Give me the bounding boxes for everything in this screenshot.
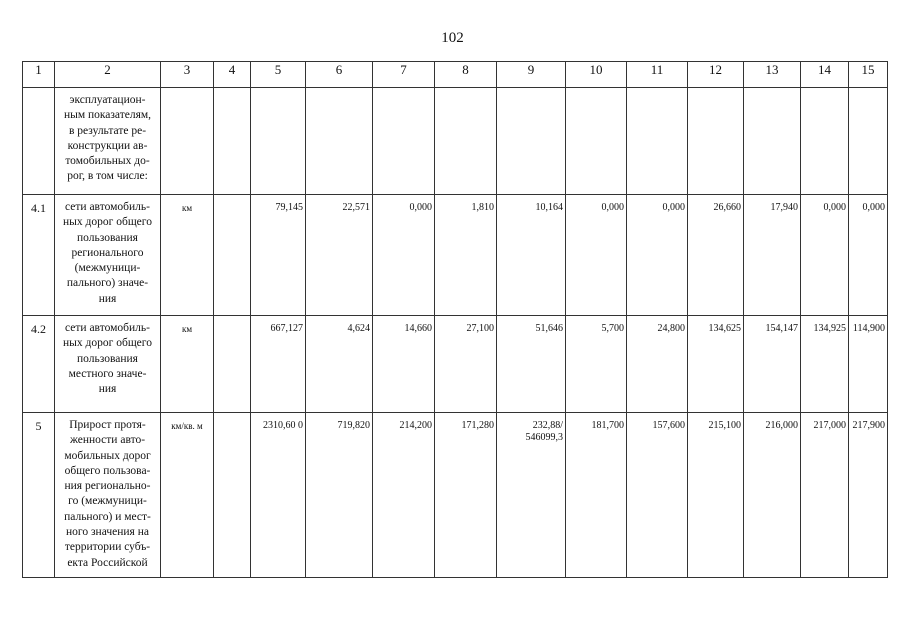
indicator-name-line: екта Российской	[67, 556, 148, 569]
value-cell: 134,925	[801, 316, 849, 413]
value-cell: 14,660	[373, 316, 435, 413]
value-cell: 51,646	[497, 316, 566, 413]
indicator-name-line: ных дорог общего	[63, 216, 152, 229]
header-row	[23, 62, 888, 88]
value-cell: 0,000	[849, 195, 888, 316]
indicator-name-line: рог, в том числе:	[67, 170, 148, 183]
column-header: 13	[744, 62, 801, 88]
column-header: 5	[251, 62, 306, 88]
indicator-name-cell	[55, 316, 161, 413]
indicator-name-cell	[55, 413, 161, 578]
value-cell: 217,000	[801, 413, 849, 578]
column-header: 7	[373, 62, 435, 88]
indicator-name-line: мобильных дорог	[64, 449, 151, 462]
unit-cell: км	[161, 316, 214, 413]
value-cell	[306, 88, 373, 195]
value-cell: 181,700	[566, 413, 627, 578]
value-cell: 4,624	[306, 316, 373, 413]
indicator-name-line: эксплуатацион-	[69, 94, 146, 106]
column-header: 11	[627, 62, 688, 88]
page-number: 102	[441, 30, 464, 46]
value-cell: 134,625	[688, 316, 744, 413]
empty-cell	[214, 88, 251, 195]
column-header: 15	[849, 62, 888, 88]
indicator-name-line: (межмуници-	[74, 262, 141, 275]
empty-cell	[214, 195, 251, 316]
value-cell: 216,000	[744, 413, 801, 578]
column-header: 10	[566, 62, 627, 88]
value-cell: 17,940	[744, 195, 801, 316]
indicator-name-line: ния регионально-	[64, 480, 151, 493]
value-cell: 232,88/ 546099,3	[497, 413, 566, 578]
indicator-name-line: ния	[98, 292, 117, 305]
row-number-cell: 4.2	[23, 316, 55, 413]
table-row	[23, 195, 888, 316]
column-header: 8	[435, 62, 497, 88]
value-cell: 2310,60 0	[251, 413, 306, 578]
value-cell: 27,100	[435, 316, 497, 413]
indicator-name-line: общего пользова-	[64, 464, 151, 477]
indicator-name-line: пального) значе-	[66, 277, 149, 290]
indicator-name-cell	[55, 88, 161, 195]
row-number-cell	[23, 88, 55, 195]
value-cell	[801, 88, 849, 195]
value-cell: 0,000	[801, 195, 849, 316]
indicator-name-line: пользования	[77, 231, 138, 244]
indicator-name-line: ных дорог общего	[63, 337, 152, 350]
indicator-name-line: местного значе-	[68, 367, 147, 380]
empty-cell	[214, 316, 251, 413]
value-cell	[627, 88, 688, 195]
table-row	[23, 316, 888, 413]
value-cell: 10,164	[497, 195, 566, 316]
data-table	[22, 61, 888, 578]
unit-cell: км/кв. м	[161, 413, 214, 578]
column-header: 1	[23, 62, 55, 88]
value-cell	[373, 88, 435, 195]
indicator-name-line: территории субъ-	[64, 541, 151, 554]
value-cell	[497, 88, 566, 195]
indicator-name-line: женности авто-	[69, 434, 146, 447]
value-cell: 24,800	[627, 316, 688, 413]
indicator-name-line: ным показателям,	[63, 109, 152, 122]
value-cell: 719,820	[306, 413, 373, 578]
value-cell	[566, 88, 627, 195]
indicator-name-line: го (межмуници-	[68, 495, 147, 508]
indicator-name-line: ния	[98, 383, 117, 396]
value-cell: 26,660	[688, 195, 744, 316]
column-header: 3	[161, 62, 214, 88]
value-cell	[744, 88, 801, 195]
unit-cell: км	[161, 195, 214, 316]
value-cell: 667,127	[251, 316, 306, 413]
indicator-name-line: томобильных до-	[65, 155, 150, 168]
value-cell: 1,810	[435, 195, 497, 316]
value-cell: 5,700	[566, 316, 627, 413]
column-header: 14	[801, 62, 849, 88]
unit-cell	[161, 88, 214, 195]
indicator-name-line: ного значения на	[66, 526, 149, 539]
value-cell	[251, 88, 306, 195]
value-cell: 215,100	[688, 413, 744, 578]
indicator-name-cell	[55, 195, 161, 316]
value-cell: 154,147	[744, 316, 801, 413]
value-cell: 114,900	[849, 316, 888, 413]
table-row	[23, 413, 888, 578]
column-header: 9	[497, 62, 566, 88]
indicator-name-line: сети автомобиль-	[65, 322, 150, 334]
value-cell: 0,000	[566, 195, 627, 316]
table-row	[23, 88, 888, 195]
indicator-name-line: пользования	[77, 352, 138, 365]
indicator-name-line: пального) и мест-	[64, 510, 151, 523]
value-cell: 214,200	[373, 413, 435, 578]
indicator-name-line: сети автомобиль-	[65, 201, 150, 213]
value-cell: 22,571	[306, 195, 373, 316]
column-header: 12	[688, 62, 744, 88]
row-number-cell: 4.1	[23, 195, 55, 316]
value-cell: 157,600	[627, 413, 688, 578]
column-header: 2	[55, 62, 161, 88]
value-cell: 171,280	[435, 413, 497, 578]
value-cell	[849, 88, 888, 195]
value-cell: 0,000	[627, 195, 688, 316]
value-cell	[435, 88, 497, 195]
value-cell	[688, 88, 744, 195]
column-header: 4	[214, 62, 251, 88]
indicator-name-line: Прирост протя-	[69, 419, 146, 431]
row-number-cell: 5	[23, 413, 55, 578]
indicator-name-line: в результате ре-	[68, 124, 147, 137]
value-cell: 79,145	[251, 195, 306, 316]
empty-cell	[214, 413, 251, 578]
indicator-name-line: конструкции ав-	[67, 139, 148, 152]
value-cell: 217,900	[849, 413, 888, 578]
column-header: 6	[306, 62, 373, 88]
value-cell: 0,000	[373, 195, 435, 316]
indicator-name-line: регионального	[71, 246, 144, 259]
